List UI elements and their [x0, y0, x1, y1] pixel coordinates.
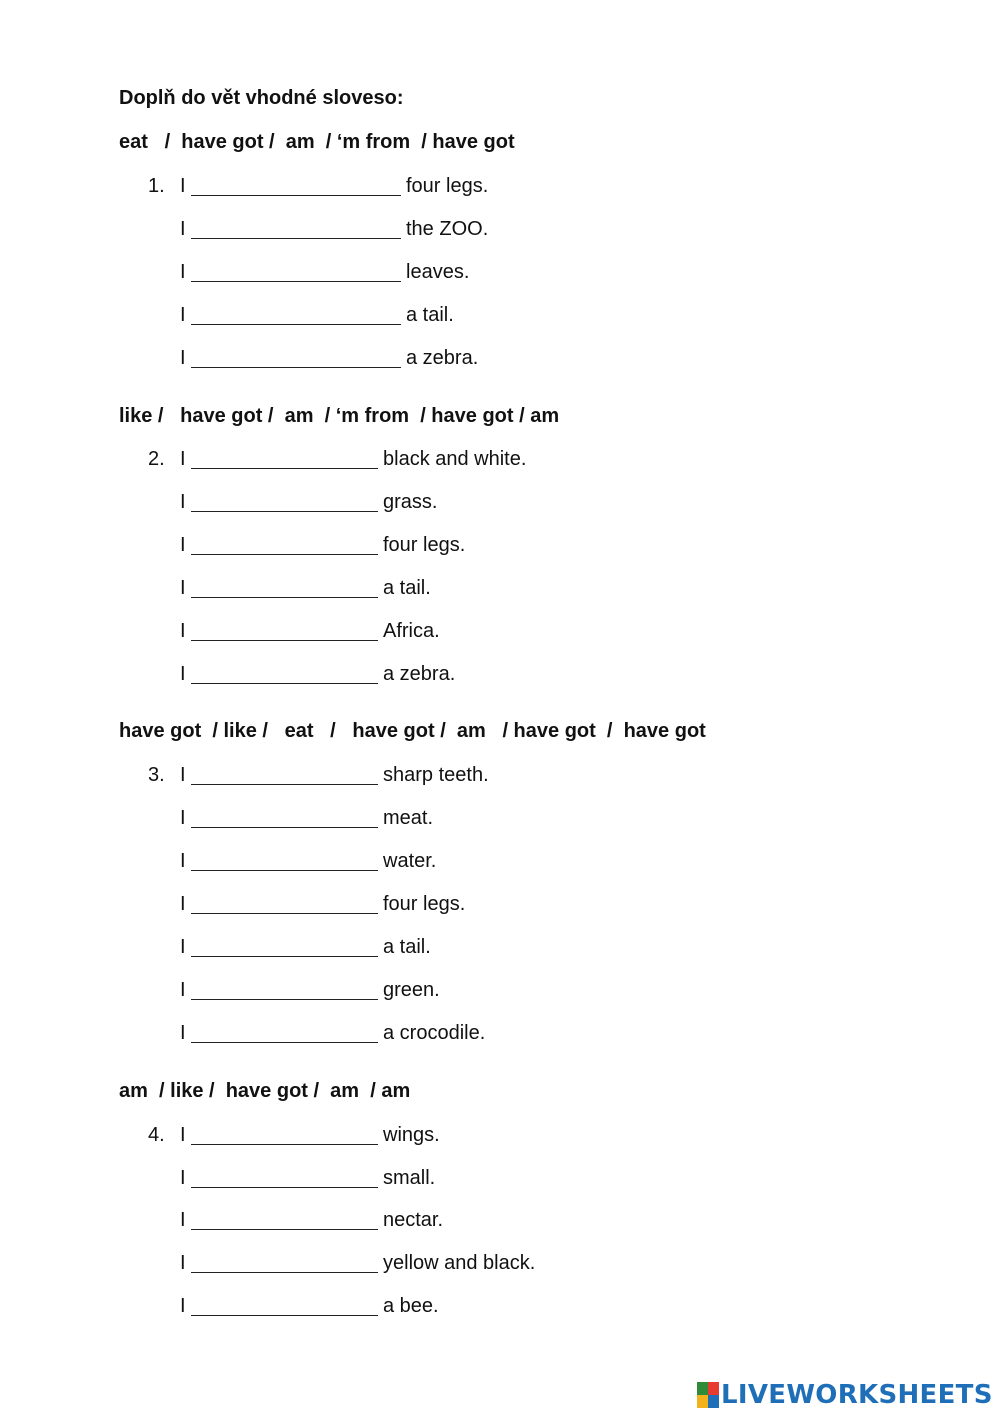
- sentence-subject: I: [180, 1124, 186, 1146]
- sentence-ending: a zebra.: [383, 663, 456, 685]
- sentence-subject: I: [180, 218, 186, 240]
- exercise-sentence: [0, 1020, 1000, 1050]
- exercise-sentence: [0, 259, 1000, 289]
- exercise-sentence: [0, 661, 1000, 691]
- sentence-subject: I: [180, 491, 186, 513]
- sentence-ending: a tail.: [383, 577, 431, 599]
- word-bank: have got / like / eat / have got / am / have got / have got: [119, 720, 706, 742]
- exercise-sentence: [0, 848, 1000, 878]
- answer-blank[interactable]: [191, 511, 378, 512]
- sentence-subject: I: [180, 893, 186, 915]
- answer-blank[interactable]: [191, 1272, 378, 1273]
- exercise-sentence: [0, 1207, 1000, 1237]
- exercise-sentence: [0, 1250, 1000, 1280]
- answer-blank[interactable]: [191, 281, 401, 282]
- exercise-sentence: [0, 805, 1000, 835]
- exercise-sentence: [0, 173, 1000, 203]
- sentence-ending: green.: [383, 979, 440, 1001]
- logo-square-green: [697, 1382, 708, 1395]
- sentence-subject: I: [180, 1022, 186, 1044]
- exercise-sentence: [0, 1122, 1000, 1152]
- sentence-ending: black and white.: [383, 448, 527, 470]
- sentence-subject: I: [180, 936, 186, 958]
- exercise-sentence: [0, 345, 1000, 375]
- sentence-subject: I: [180, 1167, 186, 1189]
- exercise-sentence: [0, 618, 1000, 648]
- sentence-ending: nectar.: [383, 1209, 444, 1231]
- answer-blank[interactable]: [191, 1315, 378, 1316]
- sentence-subject: I: [180, 577, 186, 599]
- exercise-number: 1.: [148, 175, 165, 197]
- exercise-sentence: [0, 762, 1000, 792]
- sentence-ending: meat.: [383, 807, 434, 829]
- answer-blank[interactable]: [191, 367, 401, 368]
- sentence-ending: four legs.: [383, 534, 466, 556]
- sentence-ending: leaves.: [406, 261, 470, 283]
- sentence-ending: a bee.: [383, 1295, 439, 1317]
- sentence-ending: four legs.: [383, 893, 466, 915]
- sentence-ending: a zebra.: [406, 347, 479, 369]
- exercise-number: 4.: [148, 1124, 165, 1146]
- word-bank: am / like / have got / am / am: [119, 1080, 411, 1102]
- exercise-number: 2.: [148, 448, 165, 470]
- sentence-ending: a tail.: [383, 936, 431, 958]
- sentence-ending: the ZOO.: [406, 218, 489, 240]
- answer-blank[interactable]: [191, 784, 378, 785]
- sentence-subject: I: [180, 261, 186, 283]
- sentence-ending: sharp teeth.: [383, 764, 489, 786]
- answer-blank[interactable]: [191, 870, 378, 871]
- sentence-subject: I: [180, 175, 186, 197]
- sentence-ending: grass.: [383, 491, 438, 513]
- answer-blank[interactable]: [191, 195, 401, 196]
- answer-blank[interactable]: [191, 554, 378, 555]
- exercise-sentence: [0, 1293, 1000, 1323]
- liveworksheets-logo: [697, 1378, 993, 1412]
- answer-blank[interactable]: [191, 1144, 378, 1145]
- sentence-ending: a tail.: [406, 304, 454, 326]
- exercise-sentence: [0, 934, 1000, 964]
- sentence-ending: Africa.: [383, 620, 440, 642]
- sentence-subject: I: [180, 620, 186, 642]
- liveworksheets-logo-icon: [697, 1382, 719, 1408]
- answer-blank[interactable]: [191, 913, 378, 914]
- sentence-subject: I: [180, 304, 186, 326]
- exercise-sentence: [0, 575, 1000, 605]
- sentence-subject: I: [180, 807, 186, 829]
- exercise-sentence: [0, 532, 1000, 562]
- answer-blank[interactable]: [191, 597, 378, 598]
- exercise-sentence: [0, 977, 1000, 1007]
- page-title: Doplň do vět vhodné sloveso:: [119, 87, 404, 109]
- answer-blank[interactable]: [191, 468, 378, 469]
- exercise-sentence: [0, 216, 1000, 246]
- answer-blank[interactable]: [191, 324, 401, 325]
- sentence-subject: I: [180, 764, 186, 786]
- sentence-ending: wings.: [383, 1124, 440, 1146]
- logo-square-red: [708, 1382, 719, 1395]
- answer-blank[interactable]: [191, 1229, 378, 1230]
- sentence-ending: four legs.: [406, 175, 489, 197]
- sentence-subject: I: [180, 663, 186, 685]
- sentence-subject: I: [180, 534, 186, 556]
- sentence-subject: I: [180, 979, 186, 1001]
- exercise-sentence: [0, 1165, 1000, 1195]
- answer-blank[interactable]: [191, 1187, 378, 1188]
- sentence-ending: yellow and black.: [383, 1252, 536, 1274]
- sentence-subject: I: [180, 1209, 186, 1231]
- answer-blank[interactable]: [191, 827, 378, 828]
- word-bank: eat / have got / am / ‘m from / have got: [119, 131, 515, 153]
- answer-blank[interactable]: [191, 1042, 378, 1043]
- exercise-number: 3.: [148, 764, 165, 786]
- sentence-subject: I: [180, 850, 186, 872]
- exercise-sentence: [0, 489, 1000, 519]
- answer-blank[interactable]: [191, 683, 378, 684]
- exercise-sentence: [0, 891, 1000, 921]
- sentence-subject: I: [180, 1252, 186, 1274]
- exercise-sentence: [0, 446, 1000, 476]
- word-bank: like / have got / am / ‘m from / have got / am: [119, 405, 560, 427]
- answer-blank[interactable]: [191, 999, 378, 1000]
- answer-blank[interactable]: [191, 238, 401, 239]
- sentence-subject: I: [180, 1295, 186, 1317]
- sentence-ending: water.: [383, 850, 437, 872]
- sentence-subject: I: [180, 347, 186, 369]
- sentence-ending: a crocodile.: [383, 1022, 486, 1044]
- answer-blank[interactable]: [191, 640, 378, 641]
- logo-square-blue: [708, 1395, 719, 1408]
- sentence-ending: small.: [383, 1167, 436, 1189]
- logo-text: LIVEWORKSHEETS: [721, 1380, 993, 1410]
- logo-square-yellow: [697, 1395, 708, 1408]
- answer-blank[interactable]: [191, 956, 378, 957]
- sentence-subject: I: [180, 448, 186, 470]
- exercise-sentence: [0, 302, 1000, 332]
